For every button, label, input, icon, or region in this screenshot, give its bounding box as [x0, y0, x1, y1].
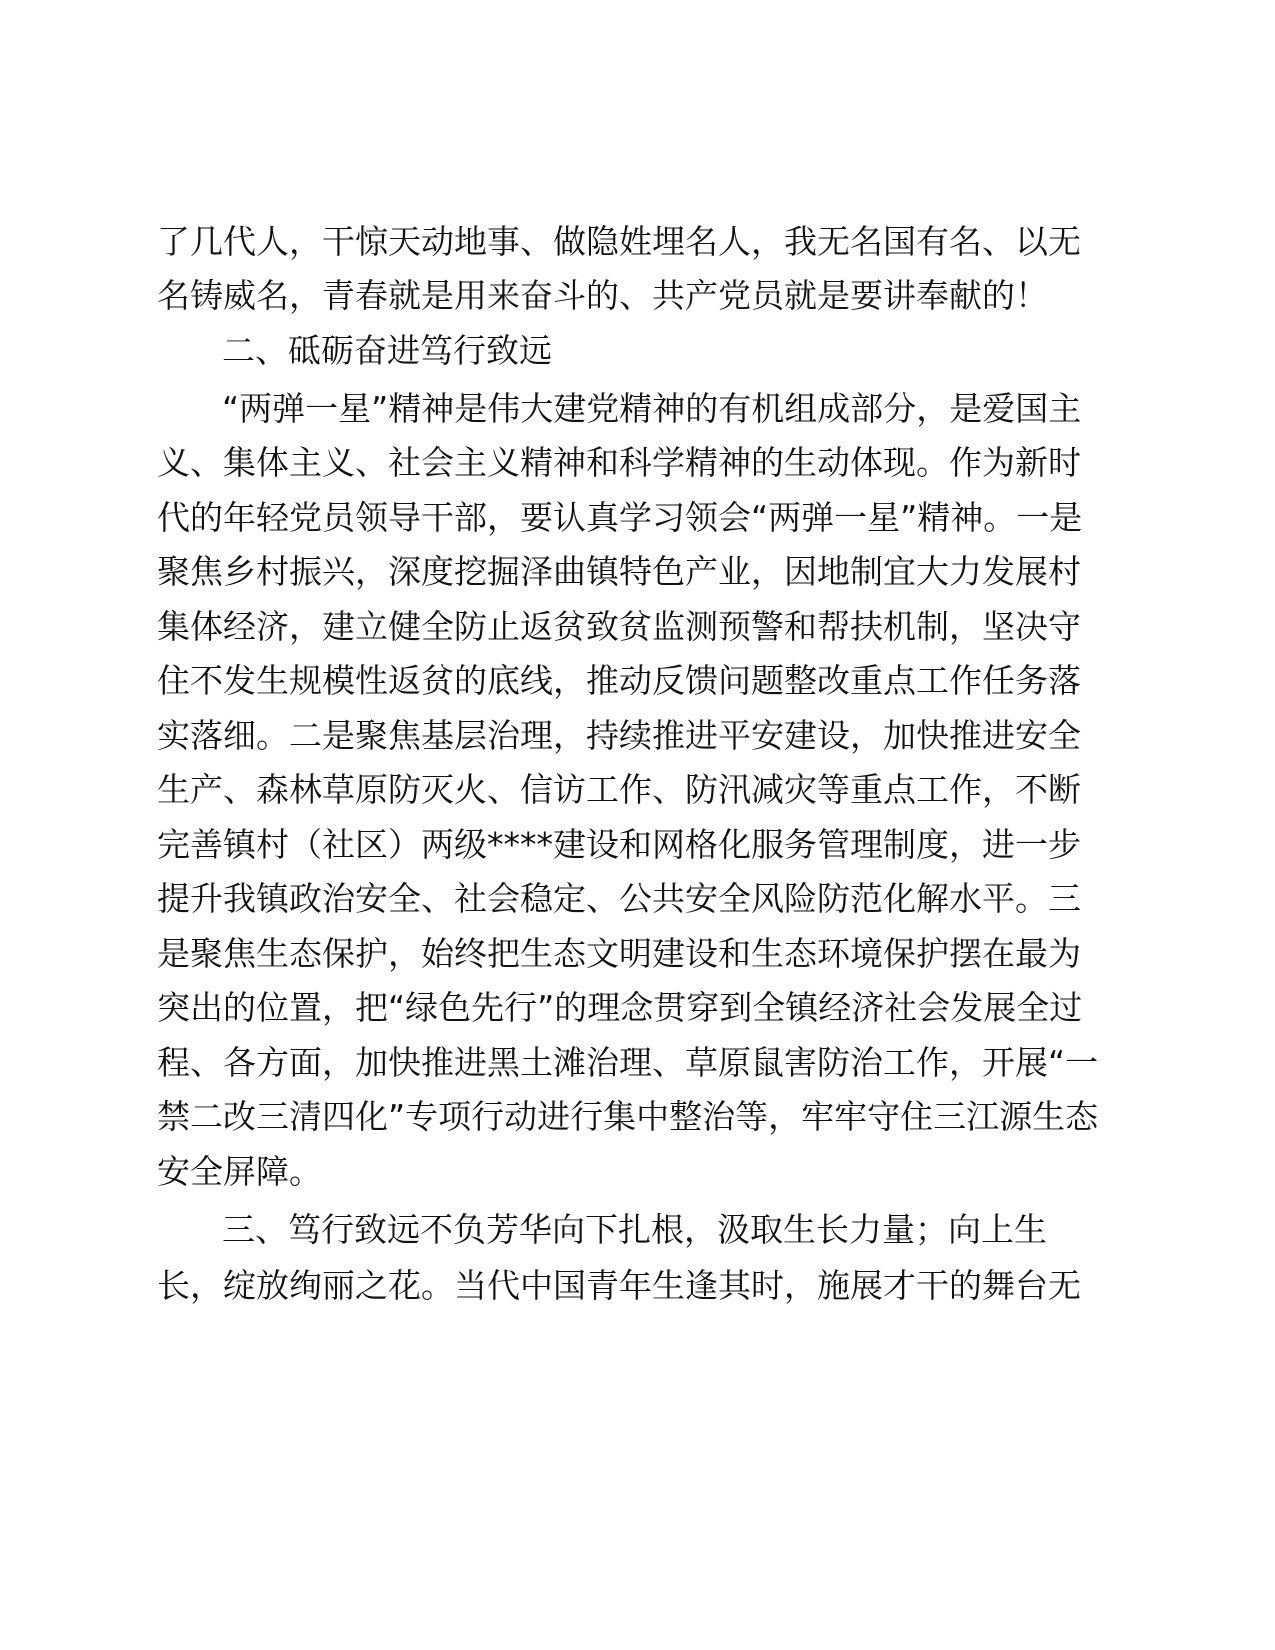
text-line: 义、集体主义、社会主义精神和科学精神的生动体现。作为新时 — [157, 443, 1081, 482]
text-line: 代的年轻党员领导干部，要认真学习领会“两弹一星”精神。一是 — [157, 498, 1083, 537]
text-line: 完善镇村（社区）两级****建设和网格化服务管理制度，进一步 — [157, 825, 1081, 864]
text-line: 集体经济，建立健全防止返贫致贫监测预警和帮扶机制，坚决守 — [157, 607, 1081, 646]
text-line: 安全屏障。 — [157, 1152, 322, 1191]
text-line: 了几代人，干惊天动地事、做隐姓埋名人，我无名国有名、以无 — [157, 222, 1081, 261]
text-line: 突出的位置，把“绿色先行”的理念贯穿到全镇经济社会发展全过 — [157, 988, 1083, 1027]
section-heading: 三、笃行致远不负芳华向下扎根，汲取生长力量；向上生 — [222, 1210, 1047, 1249]
text-line: 实落细。二是聚焦基层治理，持续推进平安建设，加快推进安全 — [157, 716, 1081, 755]
text-line: 生产、森林草原防灭火、信访工作、防汛减灾等重点工作，不断 — [157, 770, 1081, 809]
text-line: 是聚焦生态保护，始终把生态文明建设和生态环境保护摆在最为 — [157, 934, 1081, 973]
text-line: 提升我镇政治安全、社会稳定、公共安全风险防范化解水平。三 — [157, 879, 1081, 918]
text-line: 名铸威名，青春就是用来奋斗的、共产党员就是要讲奉献的！ — [157, 276, 1048, 315]
text-line: 禁二改三清四化”专项行动进行集中整治等，牢牢守住三江源生态 — [157, 1097, 1099, 1136]
text-line: 长，绽放绚丽之花。当代中国青年生逢其时，施展才干的舞台无 — [157, 1266, 1081, 1305]
text-line: 聚焦乡村振兴，深度挖掘泽曲镇特色产业，因地制宜大力发展村 — [157, 552, 1081, 591]
section-heading: 二、砥砺奋进笃行致远 — [222, 331, 552, 370]
text-line: “两弹一星”精神是伟大建党精神的有机组成部分，是爱国主 — [222, 389, 1082, 428]
text-line: 程、各方面，加快推进黑土滩治理、草原鼠害防治工作，开展“一 — [157, 1043, 1099, 1082]
text-line: 住不发生规模性返贫的底线，推动反馈问题整改重点工作任务落 — [157, 661, 1081, 700]
